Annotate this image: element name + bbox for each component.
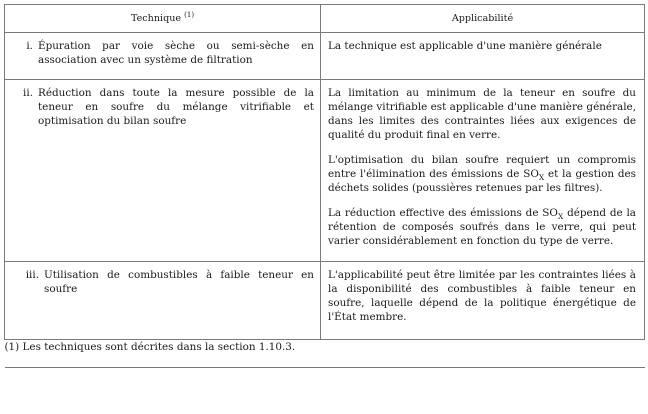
- paragraph-text: et la gestion des déchets solides (poussières retenues par les filtres).: [328, 168, 636, 194]
- applicability-cell: [321, 80, 645, 262]
- technique-cell: [5, 33, 321, 80]
- header-footnote-ref: (1): [184, 10, 195, 19]
- header-applicability: Applicabilité: [321, 5, 645, 33]
- applicability-text: La technique est applicable d'une manière générale: [328, 40, 602, 52]
- header-technique-label: Technique: [130, 12, 182, 24]
- applicability-paragraph-3: [328, 206, 636, 248]
- applicability-cell: [321, 262, 645, 340]
- table-row: [5, 80, 645, 262]
- paragraph-text: La réduction effective des émissions de SO: [328, 207, 558, 219]
- technique-cell: [5, 262, 321, 340]
- footnote-text: Les techniques sont décrites dans la section 1.10.3.: [19, 341, 296, 353]
- technique-text: Utilisation de combustibles à faible teneur en soufre: [44, 269, 314, 295]
- footnote: [5, 340, 645, 368]
- subscript-x: X: [557, 212, 564, 222]
- applicability-text: L'applicabilité peut être limitée par les contraintes liées à la disponibilité des combustibles à faible teneur en soufre, laquelle dépend de la politique énergétique de l'État membre.: [328, 269, 636, 323]
- row-number: ii.: [23, 87, 33, 99]
- applicability-paragraph-2: [328, 153, 636, 195]
- table-header-row: [5, 5, 645, 33]
- footnote-row: [5, 340, 645, 368]
- footnote-ref: (1): [4, 341, 20, 353]
- row-number: iii.: [25, 269, 39, 281]
- applicability-paragraph-1: La limitation au minimum de la teneur en soufre du mélange vitrifiable est applicable d'une manière générale, dans les limites des contraintes liées aux exigences de qualité du produit final en verre.: [328, 87, 636, 141]
- table-row: [5, 262, 645, 340]
- applicability-cell: [321, 33, 645, 80]
- table-row: [5, 33, 645, 80]
- technique-text: Réduction dans toute la mesure possible de la teneur en soufre du mélange vitrifiable et optimisation du bilan soufre: [38, 87, 314, 127]
- techniques-table: [4, 4, 645, 368]
- row-number: i.: [26, 40, 33, 52]
- technique-cell: [5, 80, 321, 262]
- technique-text: Épuration par voie sèche ou semi-sèche en association avec un système de filtration: [38, 40, 314, 66]
- subscript-x: X: [538, 173, 545, 183]
- header-technique: [5, 5, 321, 33]
- paragraph-text: dépend de la rétention de composés soufrés dans le verre, qui peut varier considérablement en fonction du type de verre.: [328, 207, 637, 247]
- paragraph-text: L'optimisation du bilan soufre requiert un compromis entre l'élimination des émissions de SO: [328, 154, 636, 180]
